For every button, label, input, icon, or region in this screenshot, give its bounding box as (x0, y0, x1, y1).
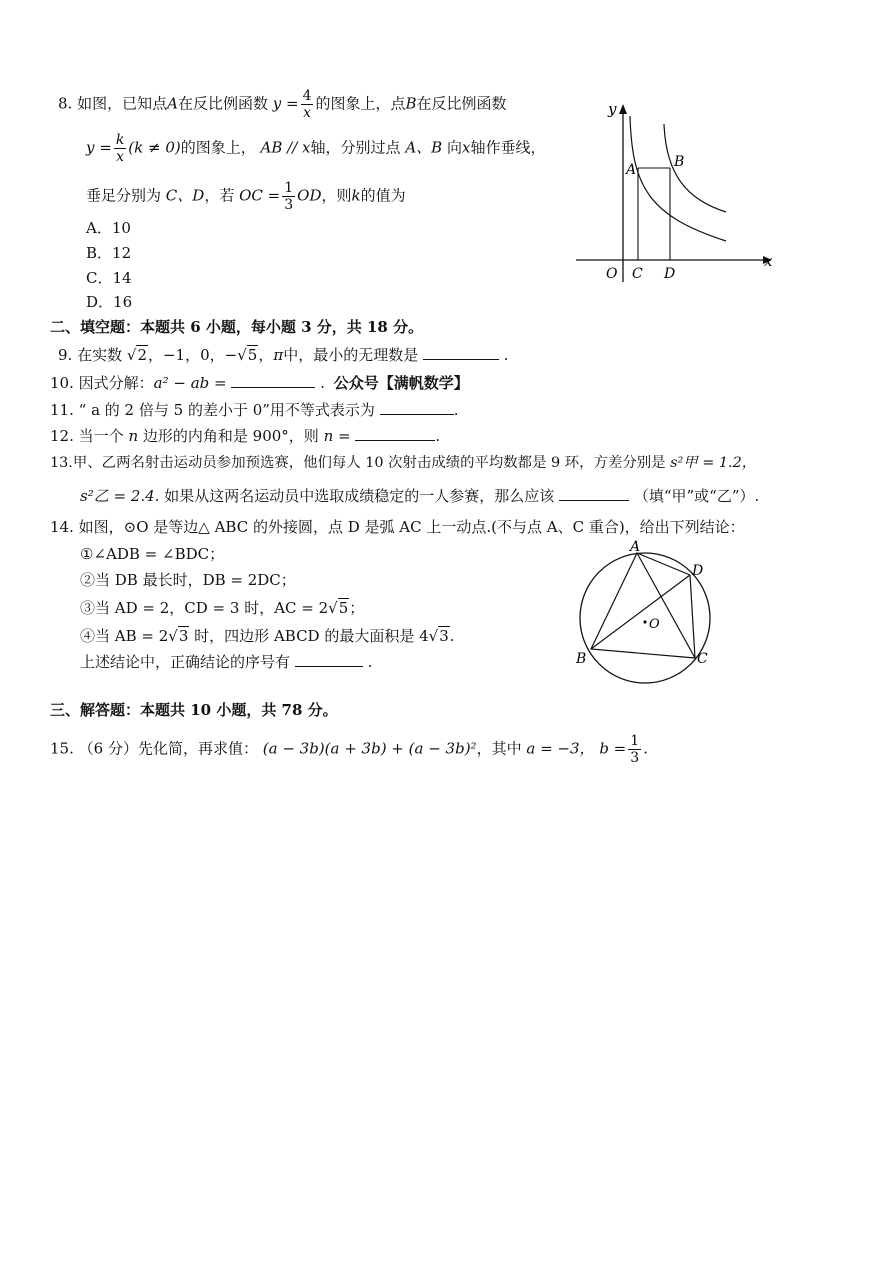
q8-func1-fraction (301, 88, 314, 121)
section3-heading: 三、解答题：本题共 10 小题，共 78 分。 (50, 701, 338, 719)
q14-conclusion-4: ④当 AB = 2√3 时，四边形 ABCD 的最大面积是 4√3. (80, 627, 455, 645)
label-b: B (674, 154, 685, 170)
q12-end: . (435, 427, 441, 445)
q8-func2-cond: (k ≠ 0) (128, 138, 181, 157)
q11-text: “ a 的 2 倍与 5 的差小于 0”用不等式表示为 (78, 401, 375, 419)
q8-func2-fraction (114, 132, 126, 165)
q12-n-eq: n = (323, 427, 351, 445)
q12-line (50, 426, 440, 446)
q8-line2 (86, 132, 545, 165)
label-c: C (697, 651, 708, 667)
q11-answer-blank[interactable] (380, 400, 454, 415)
circle-o (580, 553, 710, 683)
q8-option-b: B．12 (86, 244, 132, 262)
label-d: D (664, 266, 676, 282)
q14-ask-text: 上述结论中，正确结论的序号有 (80, 653, 291, 671)
q13-number: 13. (50, 455, 73, 471)
q15-end: . (643, 739, 648, 758)
q15-a-value: a = −3， (526, 739, 595, 758)
q8-text: OD (297, 186, 322, 205)
q11-line (50, 400, 459, 420)
label-y: y (608, 100, 617, 118)
q8-text: 在反比例函数 (177, 94, 268, 113)
numerator: 1 (284, 180, 294, 196)
denominator: x (116, 149, 124, 165)
triangle-abc (591, 553, 695, 658)
q9-pi: π (273, 346, 284, 364)
q10-text: 因式分解： (78, 374, 154, 392)
label-a: A (626, 162, 637, 178)
q15-expression: (a − 3b)(a + 3b) + (a − 3b)² (262, 739, 477, 758)
label-a: A (630, 539, 641, 555)
q14-text: . (449, 627, 455, 645)
q14-ask (80, 652, 372, 672)
q8-option-c: C．14 (86, 269, 132, 287)
section2-heading: 二、填空题：本题共 6 小题，每小题 3 分，共 18 分。 (50, 318, 424, 336)
q13-line2 (80, 486, 759, 506)
q9-end: . (503, 346, 509, 364)
q9-radicand: 2 (137, 346, 147, 364)
q8-oc-fraction (282, 180, 295, 213)
q14-radicand: 5 (338, 599, 349, 617)
q8-text: 如图，已知点 (77, 94, 168, 113)
q9-text: ，−1，0，− (147, 346, 238, 364)
q8-text: 轴，分别过点 (310, 138, 401, 157)
q14-conclusion-1: ①∠ADB = ∠BDC； (80, 545, 225, 563)
q8-text: AB // x (260, 138, 311, 157)
q8-text: 的图象上， (180, 138, 256, 157)
denominator: 3 (284, 197, 294, 213)
q12-text: 当一个 (78, 427, 124, 445)
label-d: D (692, 563, 704, 579)
q10-line (50, 373, 469, 393)
q15-b-fraction (628, 733, 641, 766)
q10-expression: a² − ab = (153, 374, 227, 392)
numerator: k (115, 132, 125, 148)
q8-text: 向 (446, 138, 462, 157)
q9-text: ， (258, 346, 274, 364)
q13-text: 甲、乙两名射击运动员参加预选赛，他们每人 10 次射击成绩的平均数都是 9 环，方差分别是 (72, 455, 666, 471)
q8-text: 的图象上，点 (315, 94, 406, 113)
q8-text: B (405, 94, 417, 113)
q10-end: . (320, 374, 325, 392)
q14-text: ； (349, 599, 365, 617)
q15-text: （6 分）先化简，再求值： (78, 739, 258, 758)
q8-func2-lhs: y = (86, 138, 112, 157)
q14-radicand: 3 (439, 627, 449, 645)
q13-text: 如果从这两名运动员中选取成绩稳定的一人参赛，那么应该 (164, 487, 555, 505)
q12-text: 边形的内角和是 900°，则 (142, 427, 319, 445)
center-point (643, 620, 646, 623)
q10-watermark: 公众号【满帆数学】 (333, 374, 469, 392)
q10-number: 10. (50, 374, 74, 392)
q14-text: ③当 AD = 2，CD = 3 时，AC = 2 (80, 599, 329, 617)
q9-number: 9. (58, 346, 73, 364)
label-o: O (606, 266, 618, 282)
q15-number: 15. (50, 739, 74, 758)
label-c: C (632, 266, 643, 282)
q8-line1 (58, 88, 507, 121)
q9-radicand: 5 (247, 346, 258, 364)
q8-text: 轴作垂线， (470, 138, 546, 157)
q8-number: 8. (58, 94, 73, 113)
q12-n: n (128, 427, 139, 445)
q8-line3 (86, 180, 406, 213)
q8-option-a: A．10 (86, 219, 131, 237)
q14-number: 14. (50, 518, 74, 536)
q8-text: OC = (239, 186, 281, 205)
label-o: O (649, 617, 660, 632)
q8-figure (568, 96, 783, 286)
q8-func1-lhs: y = (272, 94, 299, 113)
q13-line1 (50, 453, 756, 473)
q14-text: ④当 AB = 2 (80, 627, 169, 645)
q15-b-lhs: b = (599, 739, 627, 758)
y-axis-arrow (619, 104, 627, 114)
q13-variance-jia: s²甲 = 1.2， (670, 455, 757, 471)
q12-answer-blank[interactable] (355, 426, 435, 441)
q9-text: 在实数 (77, 346, 123, 364)
numerator: 4 (302, 88, 312, 104)
q8-text: 在反比例函数 (416, 94, 507, 113)
q14-text: 时，四边形 ABCD 的最大面积是 4 (194, 627, 429, 645)
q8-text: 垂足分别为 (86, 186, 162, 205)
q13-answer-blank[interactable] (559, 486, 629, 501)
q14-radicand: 3 (178, 627, 189, 645)
q8-text: C、D (165, 186, 205, 205)
q15-text: ，其中 (476, 739, 522, 758)
q14-line1 (50, 517, 745, 537)
q9-text: 中，最小的无理数是 (283, 346, 419, 364)
q14-conclusion-2: ②当 DB 最长时，DB = 2DC； (80, 571, 296, 589)
q12-number: 12. (50, 427, 74, 445)
q8-text: 的值为 (360, 186, 406, 205)
denominator: x (303, 105, 311, 121)
q11-number: 11. (50, 401, 74, 419)
q8-text: ，若 (204, 186, 235, 205)
q14-conclusion-3: ③当 AD = 2，CD = 3 时，AC = 2√5； (80, 599, 365, 617)
denominator: 3 (630, 750, 640, 766)
q14-intro: 如图，⊙O 是等边△ ABC 的外接圆，点 D 是弧 AC 上一动点.(不与点 A、C 重合)，给出下列结论： (78, 518, 745, 536)
segment-bd (591, 575, 690, 649)
numerator: 1 (630, 733, 640, 749)
q13-variance-yi: s²乙 = 2.4. (80, 487, 160, 505)
q14-answer-blank[interactable] (295, 652, 363, 667)
q13-end: （填“甲”或“乙”）. (633, 487, 760, 505)
label-x: x (764, 252, 773, 270)
q9-line: 9. 在实数 √2，−1，0，−√5，π中，最小的无理数是 . (58, 346, 509, 364)
q8-text: x (461, 138, 471, 157)
q8-text: k (351, 186, 361, 205)
q8-text: ，则 (321, 186, 352, 205)
q14-end: . (367, 653, 373, 671)
q14-figure (570, 535, 730, 695)
q8-option-d: D．16 (86, 293, 133, 311)
q8-text: A (167, 94, 178, 113)
q11-end: . (453, 401, 459, 419)
label-b: B (576, 651, 587, 667)
q8-text: A、B (405, 138, 443, 157)
q9-answer-blank[interactable] (423, 345, 499, 360)
segment-dc (690, 575, 695, 658)
q10-answer-blank[interactable] (231, 373, 315, 388)
q15-line (50, 733, 648, 766)
